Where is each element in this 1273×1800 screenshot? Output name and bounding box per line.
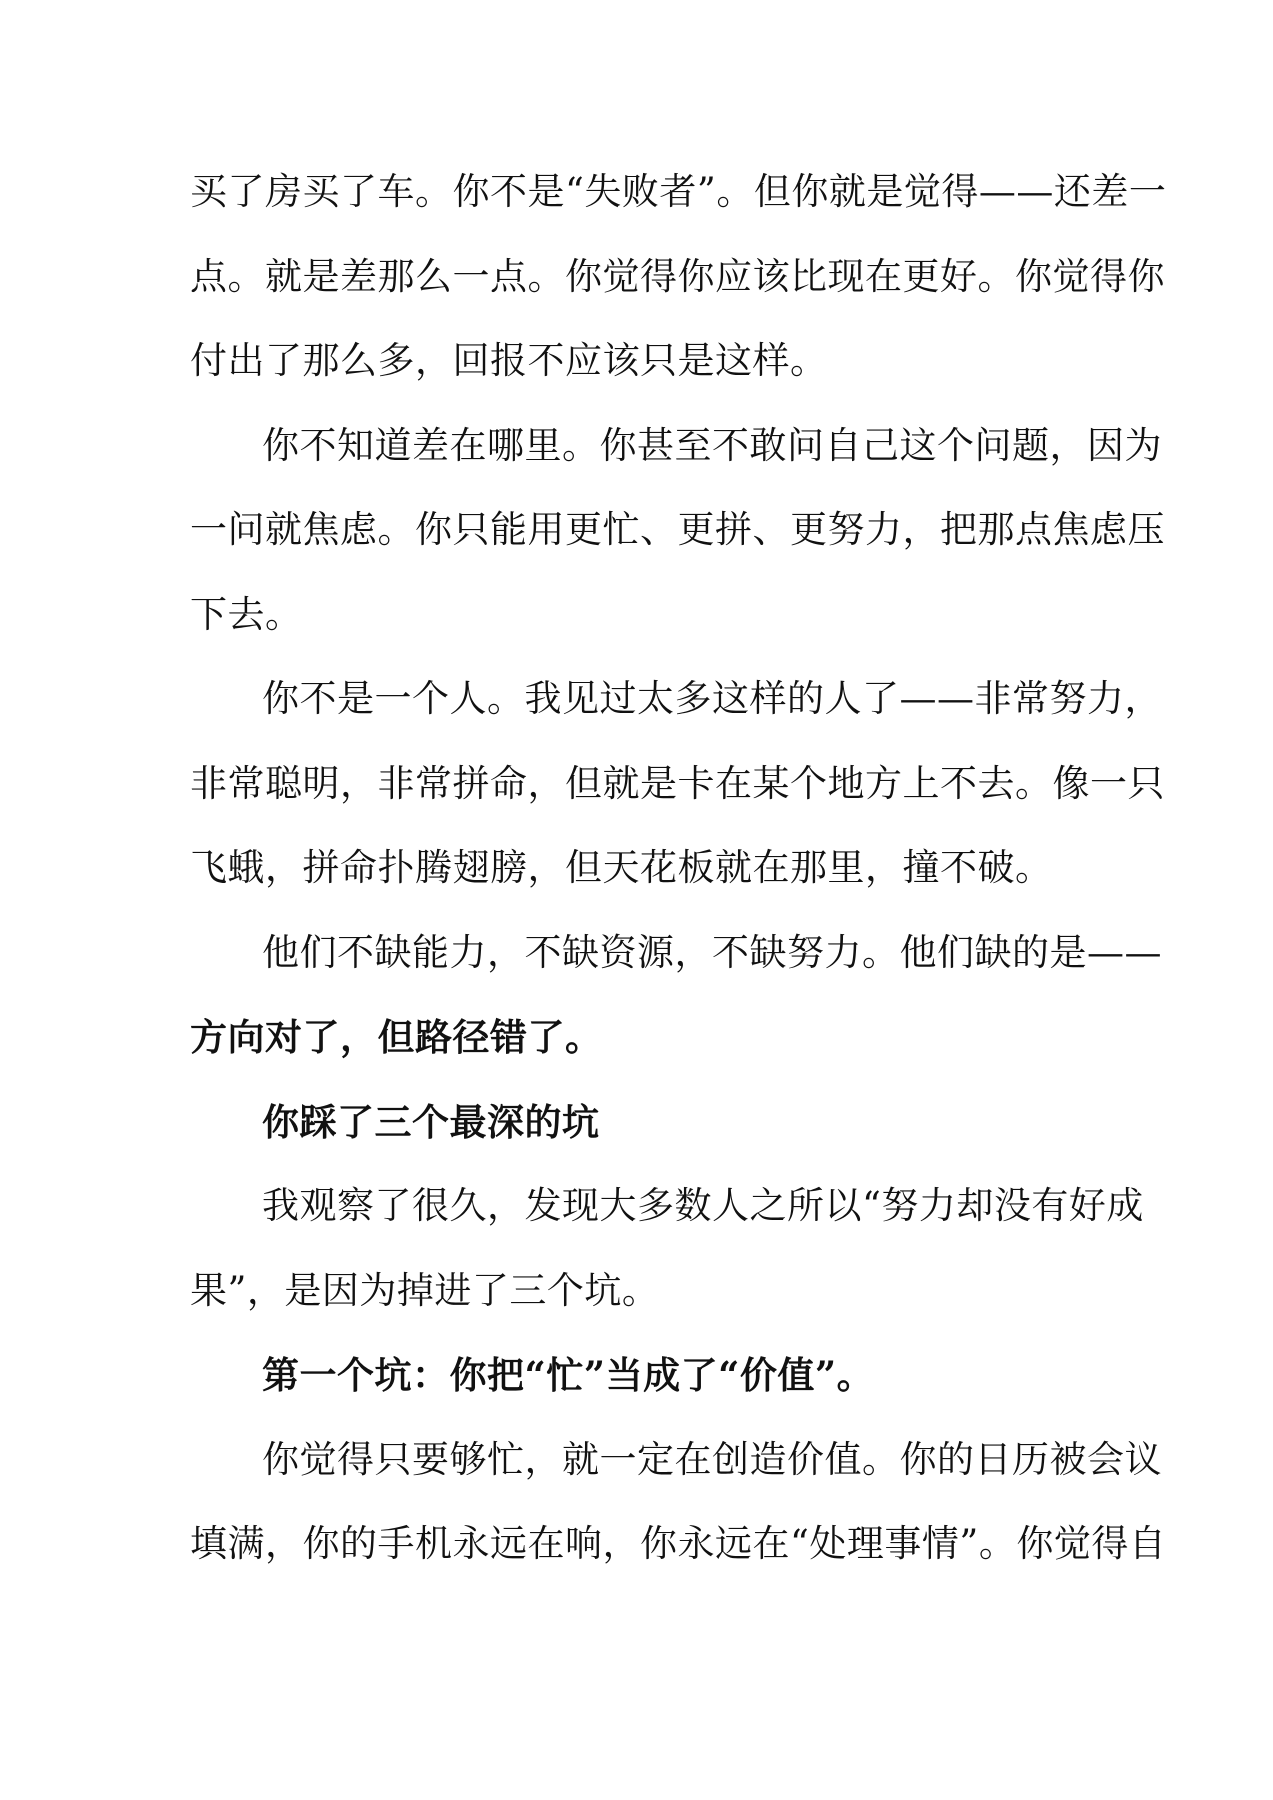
text-line-13: 我观察了很久，发现大多数人之所以“努力却没有好成 xyxy=(262,1184,1144,1227)
section-heading: 你踩了三个最深的坑 xyxy=(262,1099,600,1144)
text-line-6: 下去。 xyxy=(190,592,303,636)
text-line-7: 你不是一个人。我见过太多这样的人了——非常努力， xyxy=(262,677,1162,720)
document-page xyxy=(190,162,1167,1599)
emphasis-line: 方向对了，但路径错了。 xyxy=(190,1015,603,1059)
text-line-16: 你觉得只要够忙，就一定在创造价值。你的日历被会议 xyxy=(262,1437,1162,1481)
text-line-2: 点。就是差那么一点。你觉得你应该比现在更好。你觉得你 xyxy=(190,254,1165,298)
text-line-10: 他们不缺能力，不缺资源，不缺努力。他们缺的是—— xyxy=(262,930,1162,974)
subsection-heading: 第一个坑：你把“忙”当成了“价值”。 xyxy=(262,1353,875,1397)
text-line-8: 非常聪明，非常拼命，但就是卡在某个地方上不去。像一只 xyxy=(190,761,1165,805)
text-line-1: 买了房买了车。你不是“失败者”。但你就是觉得——还差一 xyxy=(190,170,1167,213)
text-line-5: 一问就焦虑。你只能用更忙、更拼、更努力，把那点焦虑压 xyxy=(190,508,1165,551)
text-line-9: 飞蛾，拼命扑腾翅膀，但天花板就在那里，撞不破。 xyxy=(190,846,1053,889)
text-line-4: 你不知道差在哪里。你甚至不敢问自己这个问题，因为 xyxy=(262,423,1162,467)
text-line-14: 果”，是因为掉进了三个坑。 xyxy=(190,1268,660,1312)
text-line-17: 填满，你的手机永远在响，你永远在“处理事情”。你觉得自 xyxy=(190,1522,1167,1565)
text-line-3: 付出了那么多，回报不应该只是这样。 xyxy=(190,339,828,382)
